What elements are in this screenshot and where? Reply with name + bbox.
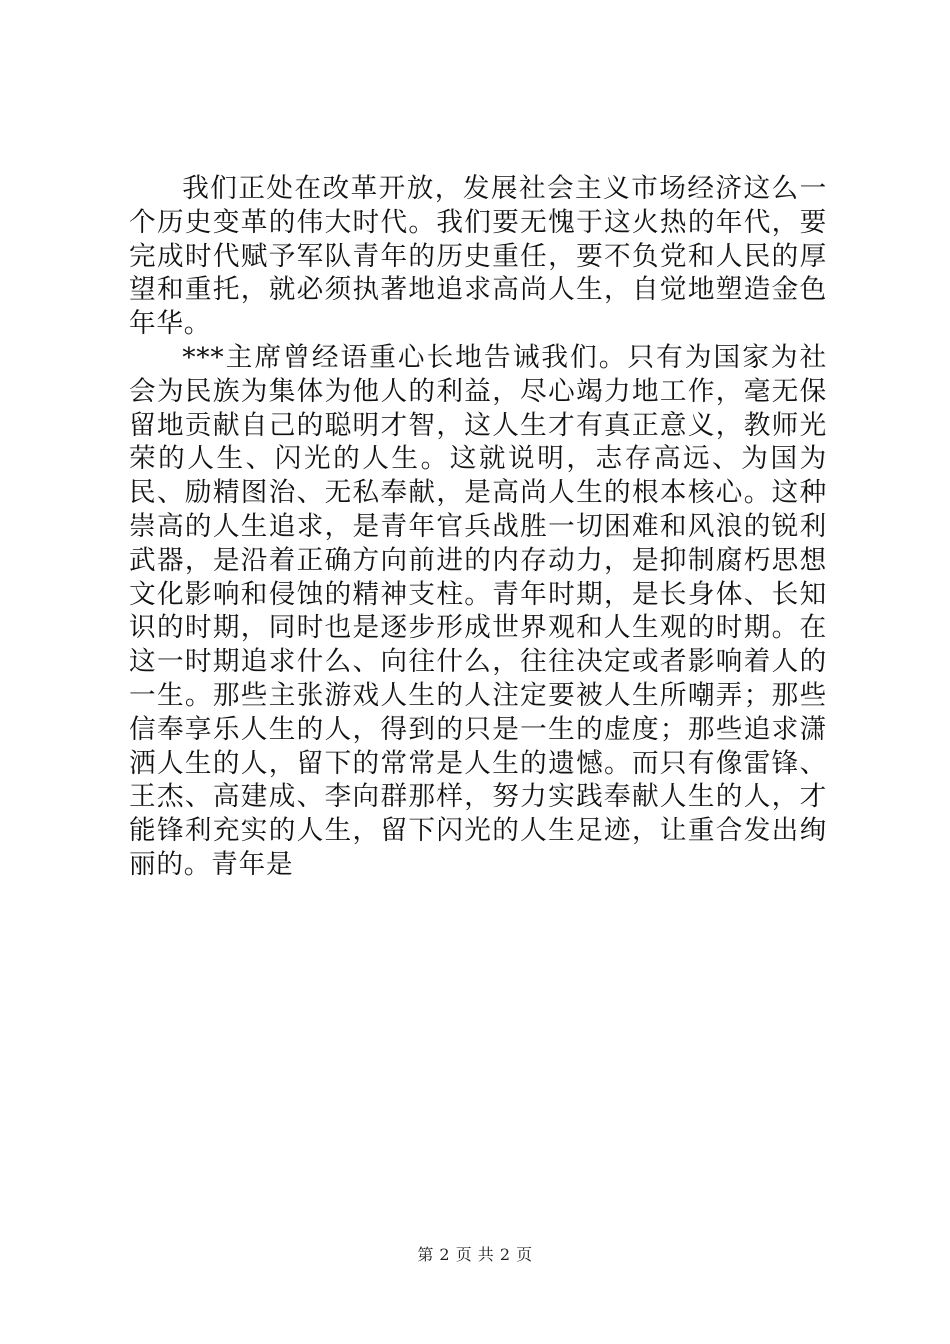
page-footer: 第 2 页 共 2 页 <box>417 1245 533 1264</box>
paragraph-1: 我们正处在改革开放，发展社会主义市场经济这么一个历史变革的伟大时代。我们要无愧于这火热的年代，要完成时代赋予军队青年的历史重任，要不负党和人民的厚望和重托，就必须执著地追求高尚人生，自觉地塑造金色年华。 <box>129 173 827 340</box>
paragraph-2: ***主席曾经语重心长地告诫我们。只有为国家为社会为民族为集体为他人的利益，尽心竭力地工作，毫无保留地贡献自己的聪明才智，这人生才有真正意义，教师光荣的人生、闪光的人生。这就说明，志存高远、为国为民、励精图治、无私奉献，是高尚人生的根本核心。这种崇高的人生追求，是青年官兵战胜一切困难和风浪的锐利武器，是沿着正确方向前进的内存动力，是抑制腐朽思想文化影响和侵蚀的精神支柱。青年时期，是长身体、长知识的时期，同时也是逐步形成世界观和人生观的时期。在这一时期追求什么、向往什么，往往决定或者影响着人的一生。那些主张游戏人生的人注定要被人生所嘲弄；那些信奉享乐人生的人，得到的只是一生的虚度；那些追求潇洒人生的人，留下的常常是人生的遗憾。而只有像雷锋、王杰、高建成、李向群那样，努力实践奉献人生的人，才能锋利充实的人生，留下闪光的人生足迹，让重合发出绚丽的。青年是 <box>129 341 827 880</box>
document-body <box>129 172 827 882</box>
